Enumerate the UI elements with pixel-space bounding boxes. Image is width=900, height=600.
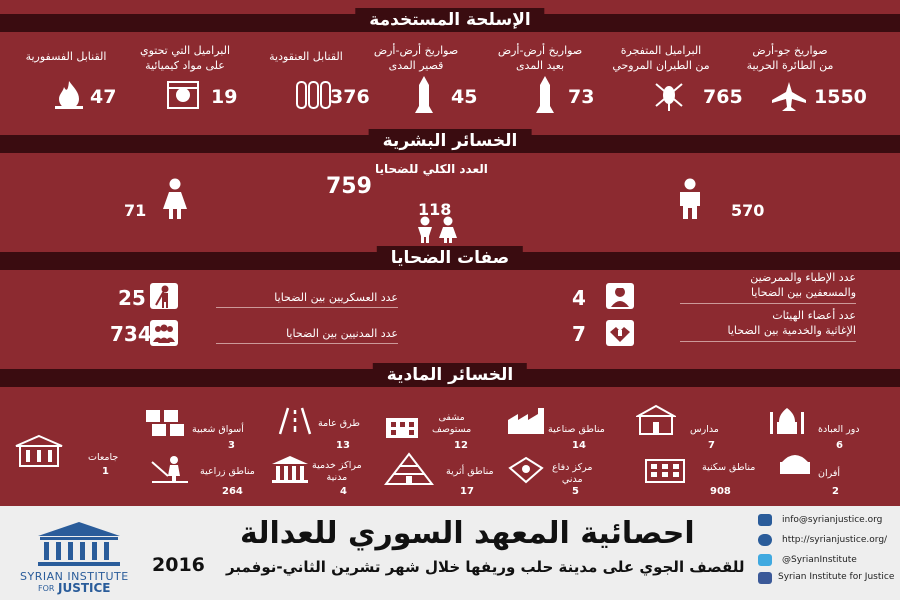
material-label-hospital: مشفى مستوصف <box>432 412 472 435</box>
material-label-agricultural: مناطق زراعية <box>200 466 255 477</box>
section-title-human: الخسائر البشرية <box>369 129 532 153</box>
material-label-worship: دور العبادة <box>818 424 860 435</box>
victim-value-military: 25 <box>118 286 146 310</box>
facebook-icon <box>758 572 772 584</box>
material-value-agricultural: 264 <box>222 486 243 497</box>
children-value: 118 <box>418 200 452 219</box>
weapon-label-phosphorus: القنابل الفسفورية <box>25 50 107 63</box>
hospital-icon <box>384 412 420 438</box>
weapon-label-cluster: القنابل العنقودية <box>269 50 343 63</box>
rocket-icon <box>414 76 434 114</box>
weapon-value-cluster: 376 <box>330 86 370 108</box>
chemical-barrel-icon <box>166 80 200 110</box>
bakery-icon <box>778 448 812 476</box>
market-icon <box>144 408 186 438</box>
material-label-markets: أسواق شعبية <box>192 424 244 435</box>
victim-label-civilians: عدد المدنيين بين الضحايا <box>216 326 398 344</box>
weapon-value-long-range: 73 <box>568 86 595 108</box>
contact-facebook[interactable]: Syrian Institute for Justice <box>778 572 895 582</box>
footer-year: 2016 <box>152 554 205 576</box>
footer-title: احصائية المعهد السوري للعدالة <box>240 516 695 551</box>
footer <box>0 506 900 600</box>
weapon-label-air-to-ground: صواريخ جو-أرض من الطائرة الحربية <box>746 44 834 72</box>
weapon-value-chemical: 19 <box>211 86 238 108</box>
institute-logo-icon <box>34 518 124 568</box>
civil-defense-icon <box>508 456 544 484</box>
material-label-roads: طرق عامة <box>318 418 360 429</box>
material-value-bakeries: 2 <box>832 486 839 497</box>
weapon-value-short-range: 45 <box>451 86 478 108</box>
material-value-archaeological: 17 <box>460 486 474 497</box>
material-label-archaeological: مناطق أثرية <box>446 466 494 477</box>
material-value-residential: 908 <box>710 486 731 497</box>
university-icon <box>14 434 64 468</box>
weapon-label-barrels: البراميل المتفجرة من الطيران المروحي <box>612 44 710 72</box>
section-title-material: الخسائر المادية <box>373 363 527 387</box>
material-value-industrial: 14 <box>572 440 586 451</box>
victim-label-medics: عدد الإطباء والممرضين والمسعفين بين الضحايا <box>680 270 856 304</box>
section-title-victims: صفات الضحايا <box>377 246 523 270</box>
woman-icon <box>162 178 188 220</box>
material-label-industrial: مناطق صناعية <box>548 424 605 435</box>
victim-value-relief: 7 <box>572 322 586 346</box>
civilians-icon <box>150 320 178 346</box>
contact-email[interactable]: info@syrianjustice.org <box>782 515 883 525</box>
factory-icon <box>506 406 550 436</box>
material-label-civil-defense: مركز دفاع مدني <box>552 462 593 485</box>
footer-subtitle: للقصف الجوي على مدينة حلب وريفها خلال شهر تشرين الثاني-نوفمبر <box>226 558 745 576</box>
section-band-weapons <box>0 10 900 32</box>
weapon-value-air-to-ground: 1550 <box>814 86 867 108</box>
jet-icon <box>772 82 806 112</box>
rocket-icon <box>535 76 555 114</box>
farmer-icon <box>150 454 190 484</box>
victim-label-military: عدد العسكريين بين الضحايا <box>216 290 398 308</box>
section-title-weapons: الإسلحة المستخدمة <box>355 8 544 32</box>
cluster-bomb-icon <box>296 80 332 110</box>
section-band-victims <box>0 248 900 270</box>
material-label-residential: مناطق سكنية <box>702 462 756 473</box>
web-icon <box>758 534 772 546</box>
material-label-bakeries: أفران <box>818 468 841 479</box>
material-value-schools: 7 <box>708 440 715 451</box>
children-icon <box>414 216 460 244</box>
fire-icon <box>52 80 86 110</box>
logo-line2: FOR <box>38 584 55 593</box>
victim-label-relief: عدد أعضاء الهيئات الإغاثية والخدمية بين الضحايا <box>680 308 856 342</box>
material-value-worship: 6 <box>836 440 843 451</box>
road-icon <box>278 406 312 436</box>
mosque-icon <box>768 404 806 436</box>
soldier-icon <box>150 283 178 309</box>
victim-value-civilians: 734 <box>110 322 152 346</box>
school-icon <box>636 404 676 436</box>
material-label-services: مراكز خدمية مدنية <box>312 460 362 483</box>
material-label-schools: مدارس <box>690 424 719 435</box>
section-band-material <box>0 365 900 387</box>
helicopter-icon <box>654 80 684 112</box>
women-value: 71 <box>124 201 147 220</box>
archaeological-icon <box>384 452 434 486</box>
weapon-label-long-range: صواريخ أرض-أرض بعيد المدى <box>497 44 583 72</box>
weapon-value-phosphorus: 47 <box>90 86 117 108</box>
contact-web[interactable]: http://syrianjustice.org/ <box>782 535 888 545</box>
logo-line1: SYRIAN INSTITUTE <box>20 570 129 583</box>
services-center-icon <box>270 454 310 484</box>
men-value: 570 <box>731 201 765 220</box>
total-victims-label: العدد الكلي للضحايا <box>375 162 488 176</box>
material-value-civil-defense: 5 <box>572 486 579 497</box>
material-value-services: 4 <box>340 486 347 497</box>
victim-value-medics: 4 <box>572 286 586 310</box>
weapon-label-chemical: البراميل التي تحتوي على مواد كيميائية <box>139 44 231 72</box>
material-value-universities: 1 <box>102 466 109 477</box>
contact-twitter[interactable]: @SyrianInstitute <box>782 555 857 565</box>
weapon-value-barrels: 765 <box>703 86 743 108</box>
man-icon <box>676 178 704 220</box>
material-value-hospital: 12 <box>454 440 468 451</box>
total-victims-value: 759 <box>326 174 372 199</box>
material-value-markets: 3 <box>228 440 235 451</box>
twitter-icon <box>758 554 772 566</box>
material-value-roads: 13 <box>336 440 350 451</box>
logo-line3: JUSTICE <box>58 581 111 595</box>
section-band-human <box>0 131 900 153</box>
material-label-universities: جامعات <box>88 452 119 463</box>
residential-icon <box>644 458 686 484</box>
medic-icon <box>606 283 634 309</box>
weapon-label-short-range: صواريخ أرض-أرض قصير المدى <box>373 44 459 72</box>
email-icon <box>758 514 772 526</box>
relief-icon <box>606 320 634 346</box>
